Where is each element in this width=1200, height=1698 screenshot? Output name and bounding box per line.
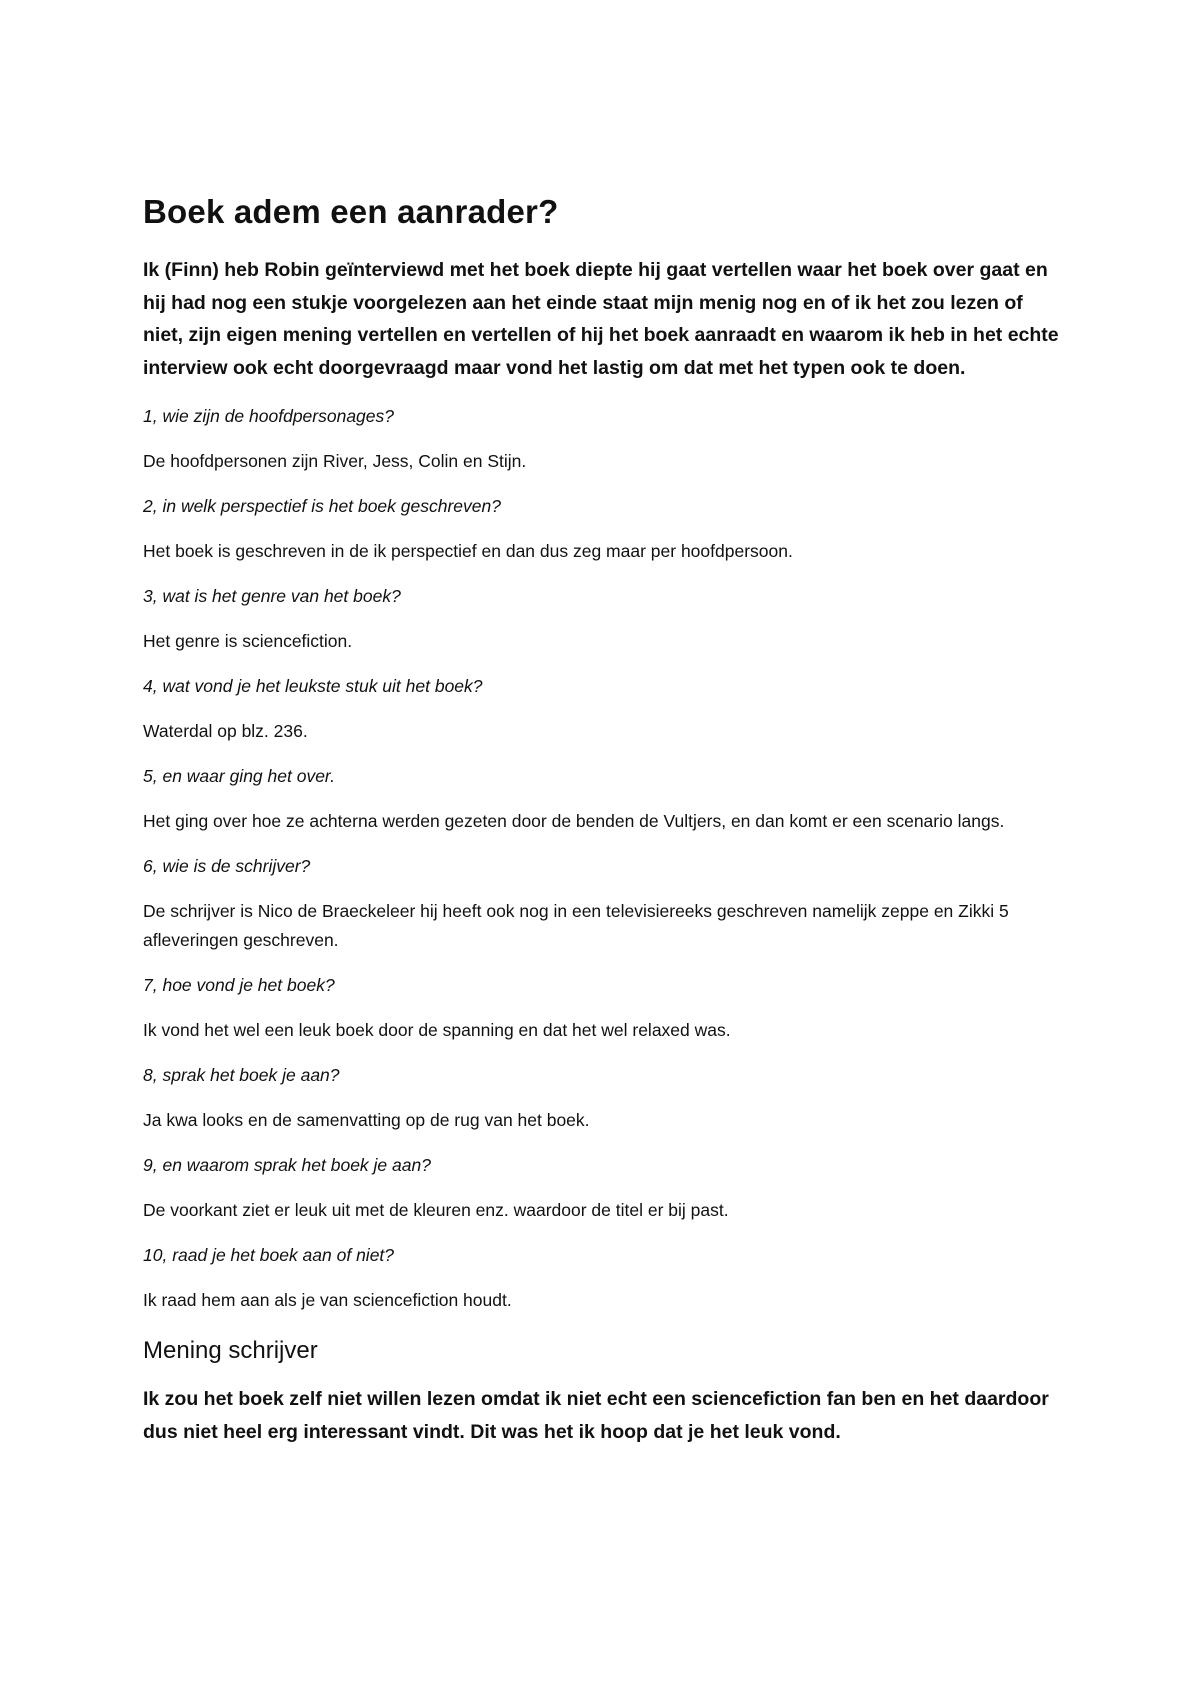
section-heading-mening: Mening schrijver [143, 1337, 318, 1364]
answer-5: Het ging over hoe ze achterna werden gezeten door de benden de Vultjers, en dan komt er een scenario langs. [143, 811, 1005, 831]
closing-paragraph: Ik zou het boek zelf niet willen lezen omdat ik niet echt een sciencefiction fan ben en het daardoor dus niet heel erg interessant vindt. Dit was het ik hoop dat je het leuk vond. [143, 1388, 1049, 1443]
question-8: 8, sprak het boek je aan? [143, 1065, 340, 1085]
document-title: Boek adem een aanrader? [143, 193, 559, 230]
answer-7: Ik vond het wel een leuk boek door de spanning en dat het wel relaxed was. [143, 1020, 731, 1040]
question-9: 9, en waarom sprak het boek je aan? [143, 1155, 431, 1175]
document-page [143, 192, 1063, 1448]
question-10: 10, raad je het boek aan of niet? [143, 1245, 395, 1265]
answer-6: De schrijver is Nico de Braeckeleer hij heeft ook nog in een televisiereeks geschreven namelijk zeppe en Zikki 5 afleveringen geschreven. [143, 901, 1009, 950]
question-5: 5, en waar ging het over. [143, 766, 335, 786]
question-3: 3, wat is het genre van het boek? [143, 586, 401, 606]
answer-4: Waterdal op blz. 236. [143, 721, 308, 741]
answer-3: Het genre is sciencefiction. [143, 631, 353, 651]
answer-10: Ik raad hem aan als je van sciencefiction houdt. [143, 1290, 512, 1310]
answer-2: Het boek is geschreven in de ik perspectief en dan dus zeg maar per hoofdpersoon. [143, 541, 793, 561]
answer-8: Ja kwa looks en de samenvatting op de rug van het boek. [143, 1110, 590, 1130]
question-7: 7, hoe vond je het boek? [143, 975, 335, 995]
interview-qa [143, 402, 1063, 1315]
answer-9: De voorkant ziet er leuk uit met de kleuren enz. waardoor de titel er bij past. [143, 1200, 729, 1220]
answer-1: De hoofdpersonen zijn River, Jess, Colin en Stijn. [143, 451, 527, 471]
question-4: 4, wat vond je het leukste stuk uit het boek? [143, 676, 483, 696]
question-1: 1, wie zijn de hoofdpersonages? [143, 406, 395, 426]
question-6: 6, wie is de schrijver? [143, 856, 311, 876]
intro-paragraph: Ik (Finn) heb Robin geïnterviewd met het boek diepte hij gaat vertellen waar het boek over gaat en hij had nog een stukje voorgelezen aan het einde staat mijn menig nog en of ik het zou lezen of niet, zijn eigen mening vertellen en vertellen of hij het boek aanraadt en waarom ik heb in het echte interview ook echt doorgevraagd maar vond het lastig om dat met het typen ook te doen. [143, 259, 1059, 379]
question-2: 2, in welk perspectief is het boek geschreven? [143, 496, 501, 516]
